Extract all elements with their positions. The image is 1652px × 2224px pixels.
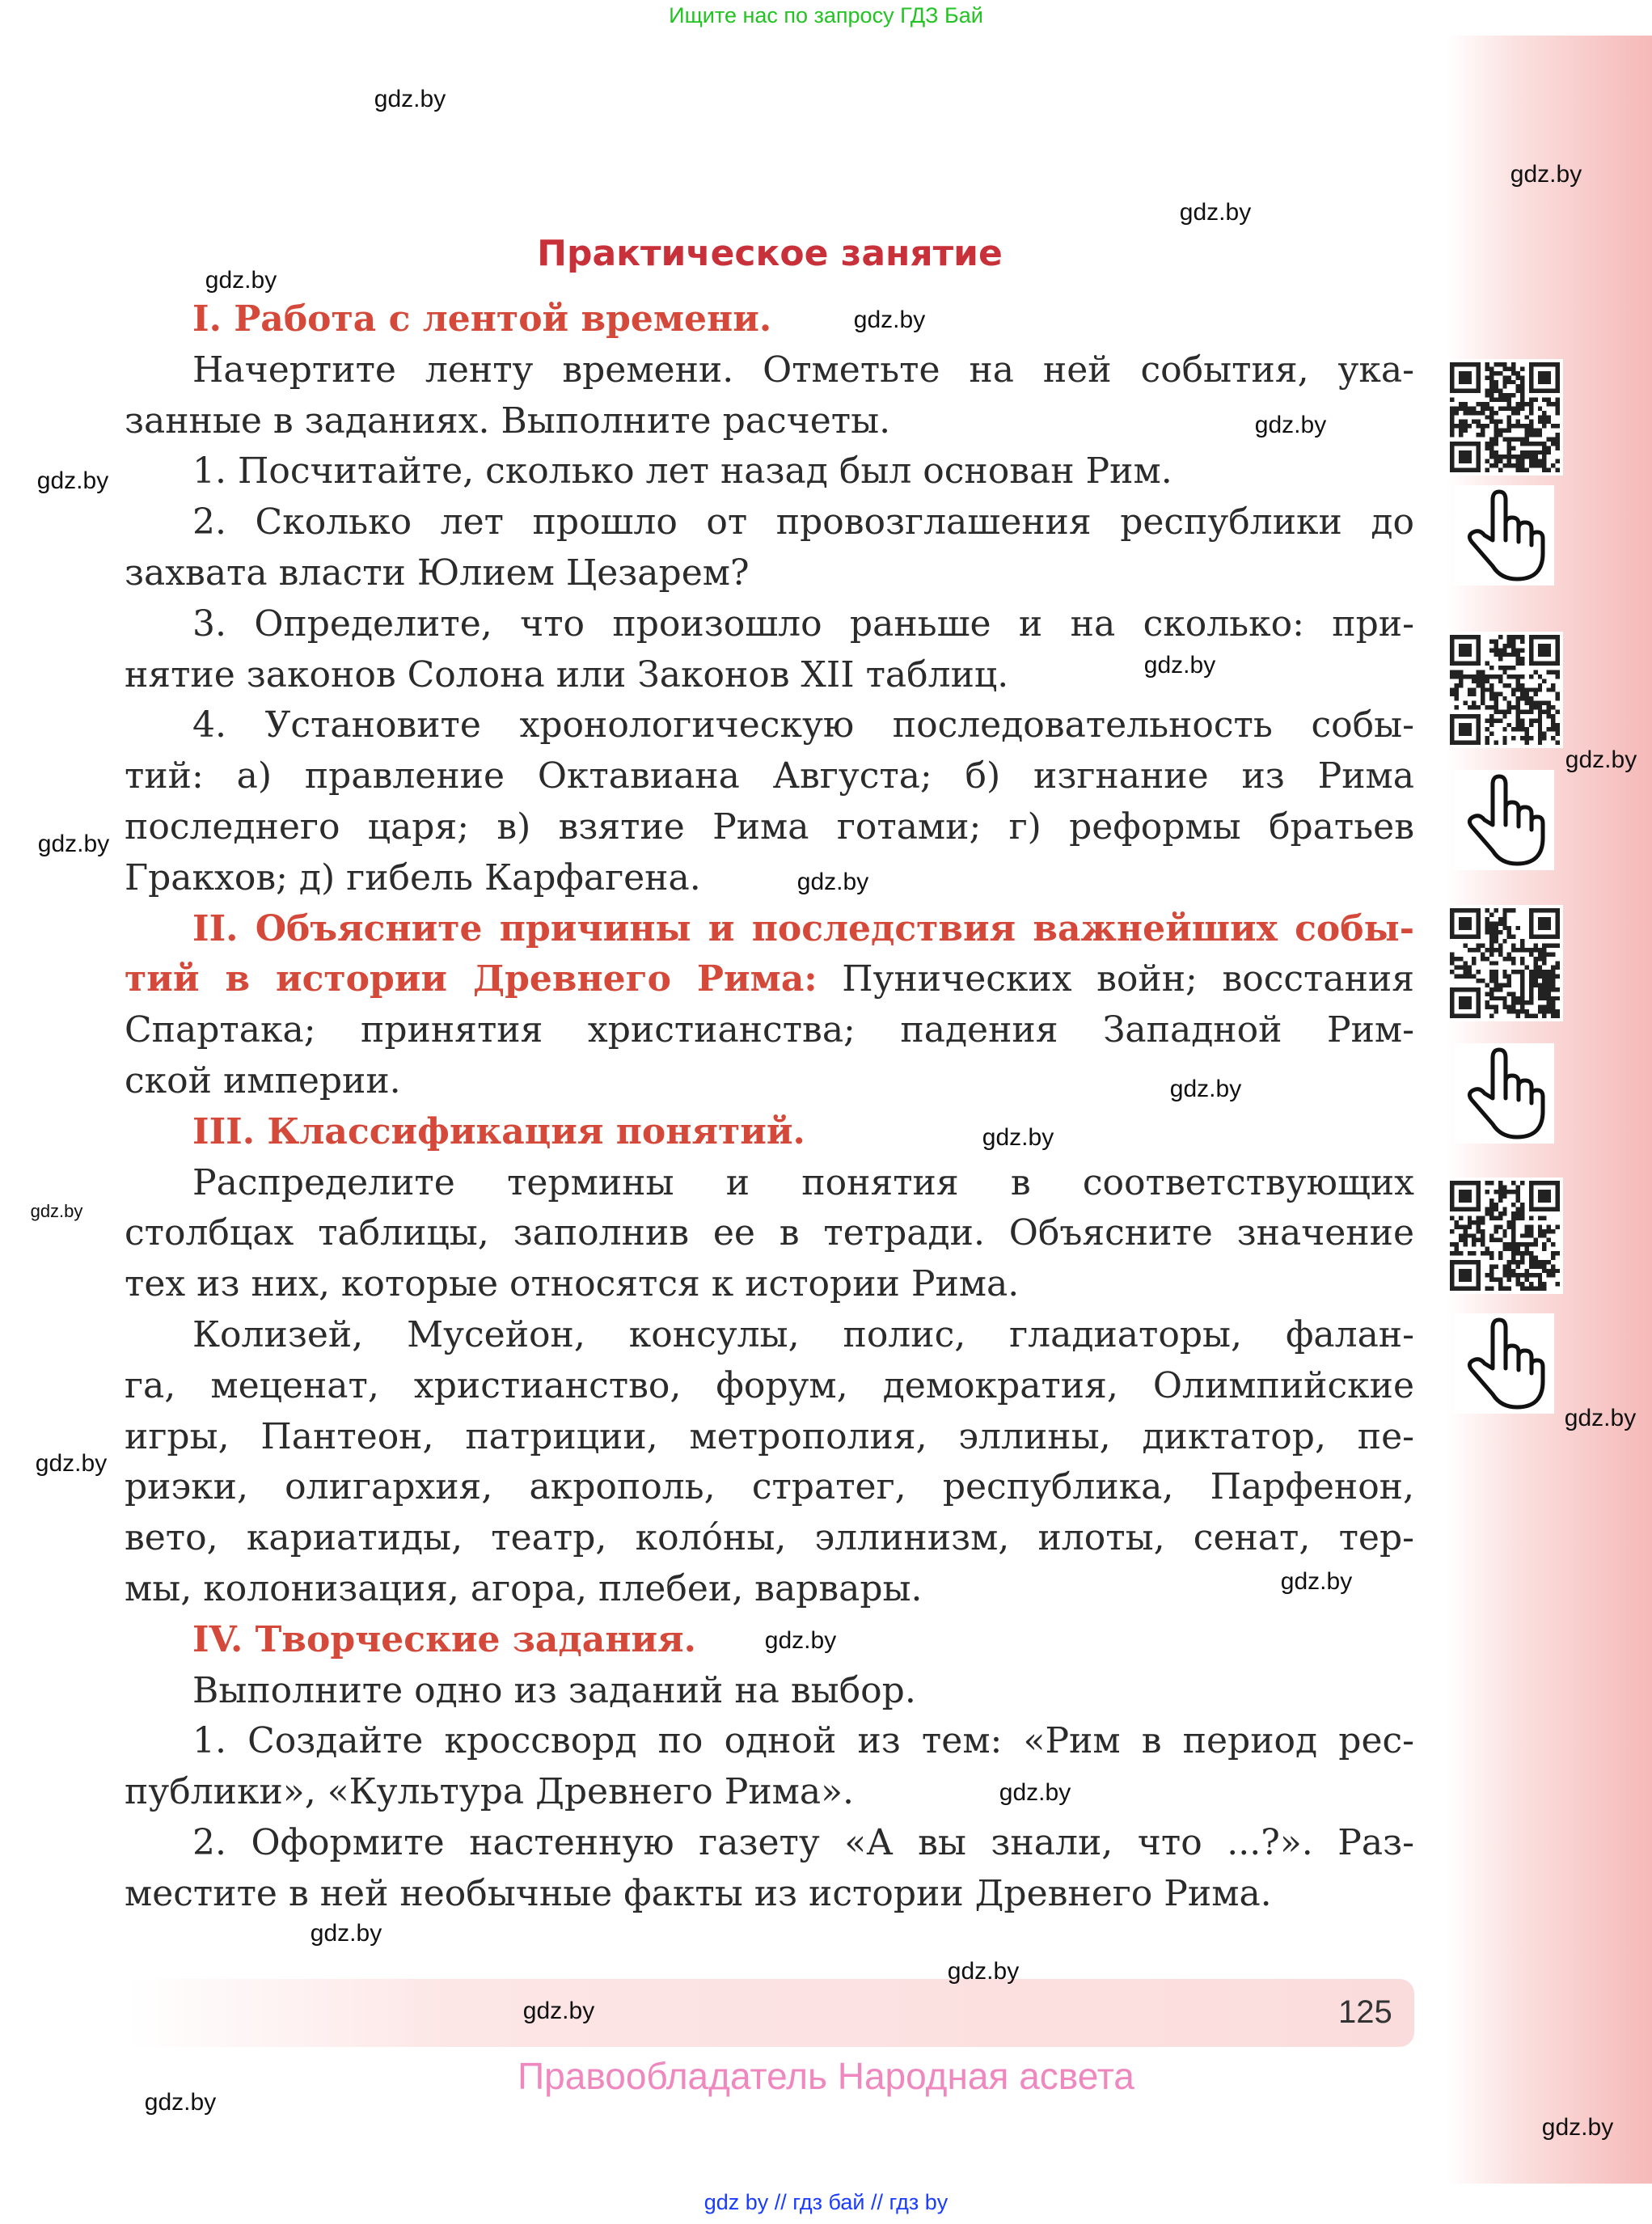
copyright-note: Правообладатель Народная асвета: [518, 2055, 1134, 2097]
text-content: местите в ней необычные факты из истории Древнего Рима.: [125, 1872, 1272, 1914]
qr-code-icon[interactable]: [1447, 1178, 1563, 1294]
text-line: [125, 294, 1414, 345]
text-line: [125, 1361, 1414, 1412]
text-content: нятие законов Солона или Законов XII таблиц.: [125, 653, 1009, 696]
watermark: gdz.by: [999, 1779, 1071, 1806]
text-content: игры, Пантеон, патриции, метрополия, эллины, диктатор, пе-: [125, 1415, 1414, 1457]
text-line: [125, 1513, 1414, 1564]
qr-code-icon[interactable]: [1447, 632, 1563, 748]
text-line: [125, 1666, 1414, 1717]
bottom-links[interactable]: gdz by // гдз бай // гдз by: [703, 2190, 949, 2214]
text-line: [125, 497, 1414, 548]
pointing-hand-icon: [1454, 1043, 1554, 1144]
text-line: [125, 751, 1414, 802]
text-line: [125, 1767, 1414, 1818]
text-line: [125, 1005, 1414, 1056]
text-line: [125, 853, 1414, 904]
watermark: gdz.by: [1179, 199, 1252, 226]
text-line: [125, 1716, 1414, 1767]
watermark: gdz.by: [1254, 412, 1327, 438]
pointing-hand-icon: [1454, 770, 1554, 870]
watermark: gdz.by: [310, 1920, 382, 1947]
text-content: га, меценат, христианство, форум, демократия, Олимпийские: [125, 1364, 1414, 1406]
text-line: [125, 1564, 1414, 1615]
lesson-text: [125, 294, 1414, 1920]
watermark: gdz.by: [36, 467, 109, 494]
watermark: gdz.by: [205, 267, 277, 294]
watermark: gdz.by: [1280, 1568, 1353, 1595]
text-line: [125, 700, 1414, 751]
text-content: тех из них, которые относятся к истории Рима.: [125, 1263, 1020, 1305]
watermark: gdz.by: [37, 831, 110, 857]
qr-code-icon[interactable]: [1447, 905, 1563, 1021]
page-number: 125: [1338, 1994, 1392, 2030]
text-line: [125, 650, 1414, 701]
text-content: Спартака; принятия христианства; падения Западной Рим-: [125, 1009, 1414, 1051]
watermark: gdz.by: [1541, 2114, 1614, 2141]
watermark: gdz.by: [1565, 746, 1637, 773]
text-line: [125, 599, 1414, 650]
section-heading: III. Классификация понятий.: [192, 1110, 805, 1152]
text-content: Пунических войн; восстания: [817, 958, 1415, 1000]
text-line: [125, 1107, 1414, 1158]
watermark: gdz.by: [796, 869, 869, 895]
page-title: Практическое занятие: [537, 233, 1003, 274]
text-line: [125, 1412, 1414, 1463]
text-content: 2. Оформите настенную газету «А вы знали, что ...?». Раз-: [192, 1821, 1414, 1863]
pointing-hand-icon: [1454, 1313, 1554, 1414]
text-line: [125, 1259, 1414, 1310]
watermark: gdz.by: [30, 1201, 83, 1221]
text-content: Гракхов; д) гибель Карфагена.: [125, 856, 701, 898]
text-line: [125, 1462, 1414, 1513]
text-content: занные в заданиях. Выполните расчеты.: [125, 400, 891, 442]
text-line: [125, 1158, 1414, 1209]
text-content: 4. Установите хронологическую последовательность собы-: [192, 704, 1414, 746]
text-content: вето, кариатиды, театр, коло́ны, эллинизм, илоты, сенат, тер-: [125, 1517, 1414, 1559]
text-content: Выполните одно из заданий на выбор.: [192, 1669, 916, 1711]
qr-code-icon[interactable]: [1447, 359, 1563, 476]
text-content: мы, колонизация, агора, плебеи, варвары.: [125, 1567, 923, 1609]
text-line: [125, 802, 1414, 853]
search-hint: Ищите нас по запросу ГДЗ Бай: [669, 3, 983, 27]
watermark: gdz.by: [522, 1998, 595, 2024]
section-heading: I. Работа с лентой времени.: [192, 298, 772, 340]
text-line: [125, 1818, 1414, 1869]
watermark: gdz.by: [35, 1450, 108, 1477]
text-line: [125, 548, 1414, 599]
text-content: 3. Определите, что произошло раньше и на сколько: при-: [192, 603, 1414, 645]
watermark: gdz.by: [1510, 161, 1582, 188]
text-content: последнего царя; в) взятие Рима готами; г) реформы братьев: [125, 805, 1414, 848]
text-line: [125, 345, 1414, 396]
text-content: 1. Создайте кроссворд по одной из тем: «Рим в период рес-: [192, 1720, 1414, 1762]
text-line: [125, 954, 1414, 1005]
text-content: захвата власти Юлием Цезарем?: [125, 552, 750, 594]
text-line: [125, 1310, 1414, 1361]
watermark: gdz.by: [1564, 1405, 1637, 1431]
text-content: 1. Посчитайте, сколько лет назад был основан Рим.: [192, 450, 1172, 493]
text-content: Начертите ленту времени. Отметьте на ней события, ука-: [192, 349, 1414, 391]
pointing-hand-icon: [1454, 485, 1554, 586]
text-line: [125, 1208, 1414, 1259]
text-content: столбцах таблицы, заполнив ее в тетради. Объясните значение: [125, 1212, 1414, 1254]
watermark: gdz.by: [982, 1124, 1054, 1151]
watermark: gdz.by: [947, 1958, 1020, 1985]
watermark: gdz.by: [764, 1627, 837, 1654]
text-line: [125, 1869, 1414, 1920]
text-line: [125, 904, 1414, 955]
watermark: gdz.by: [144, 2089, 217, 2116]
text-line: [125, 396, 1414, 447]
text-content: 2. Сколько лет прошло от провозглашения республики до: [192, 501, 1414, 543]
watermark: gdz.by: [374, 86, 446, 112]
text-content: Распределите термины и понятия в соответствующих: [192, 1161, 1414, 1203]
text-line: [125, 446, 1414, 497]
watermark: gdz.by: [1143, 652, 1216, 679]
section-heading: IV. Творческие задания.: [192, 1618, 696, 1660]
text-content: публики», «Культура Древнего Рима».: [125, 1771, 855, 1813]
text-content: Колизей, Мусейон, консулы, полис, гладиаторы, фалан-: [192, 1313, 1414, 1355]
page-footer-bar: [128, 1979, 1414, 2047]
section-heading: II. Объясните причины и последствия важнейших собы-: [192, 907, 1414, 949]
watermark: gdz.by: [1169, 1076, 1242, 1102]
text-content: тий: а) правление Октавиана Августа; б) изгнание из Рима: [125, 755, 1414, 797]
section-heading: тий в истории Древнего Рима:: [125, 958, 818, 1000]
watermark: gdz.by: [853, 307, 926, 333]
text-content: ской империи.: [125, 1059, 401, 1101]
text-content: риэки, олигархия, акрополь, стратег, республика, Парфенон,: [125, 1466, 1414, 1508]
